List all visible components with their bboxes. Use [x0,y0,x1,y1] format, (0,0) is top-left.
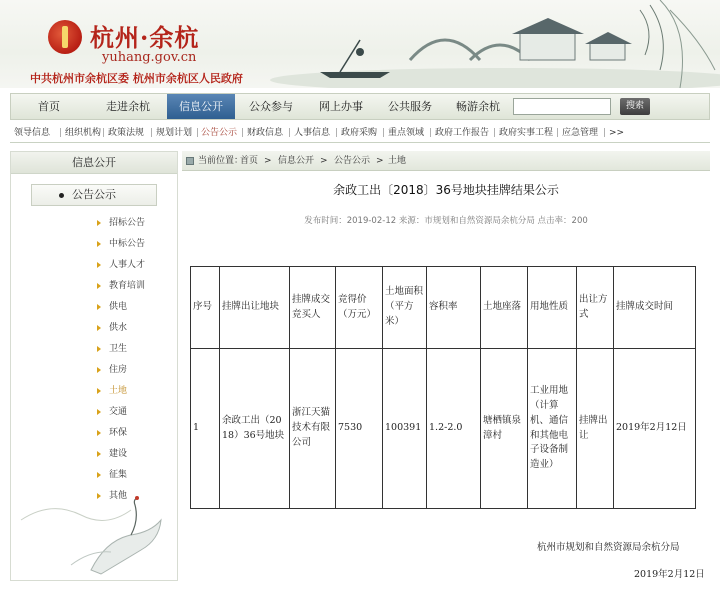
main-content [182,151,710,581]
sidebar-item-label: 招标公告 [109,218,146,228]
table-header-cell: 挂牌成交竞买人 [290,267,336,349]
table-header-cell: 出让方式 [577,267,614,349]
bullet-icon [59,193,64,198]
subnav-item[interactable]: 财政信息 [247,128,284,138]
banner-scenery-image [260,0,720,88]
arrow-right-icon [97,346,101,352]
subnav-item[interactable]: 应急管理 [562,128,599,138]
subnav-separator: | [603,128,607,138]
table-cell: 1.2-2.0 [427,349,481,509]
subnav-item[interactable]: 重点领域 [388,128,425,138]
crane-decoration-image [11,490,179,580]
sidebar-item-label: 供电 [109,302,128,312]
site-domain: yuhang.gov.cn [102,50,197,65]
arrow-right-icon [97,430,101,436]
breadcrumb-separator: > [376,156,384,166]
breadcrumb-item-home[interactable]: 首页 [240,156,259,166]
breadcrumb-separator: > [264,156,272,166]
table-cell: 7530 [336,349,383,509]
subnav-separator: | [241,128,245,138]
table-header-cell: 容积率 [427,267,481,349]
subnav-item[interactable]: 政府实事工程 [499,128,554,138]
breadcrumb-label: 当前位置： [198,156,244,166]
breadcrumb [182,151,710,171]
site-banner [0,0,720,88]
arrow-right-icon [97,304,101,310]
subnav-separator: | [382,128,386,138]
nav-public-participation[interactable]: 公众参与 [249,100,293,113]
subnav-item[interactable]: 政府工作报告 [435,128,490,138]
article-meta: 发布时间：2019-02-12 来源：市规划和自然资源局余杭分局 点击率：200 [304,216,588,226]
arrow-right-icon [97,472,101,478]
subnav-separator: | [102,128,106,138]
result-table [190,266,696,509]
subnav-separator: | [335,128,339,138]
sidebar-item-label: 教育培训 [109,281,146,291]
nav-public-services[interactable]: 公共服务 [388,100,432,113]
table-cell: 1 [191,349,220,509]
arrow-right-icon [97,220,101,226]
search-button[interactable]: 搜索 [620,98,650,115]
breadcrumb-item-land[interactable]: 土地 [388,156,407,166]
government-line: 中共杭州市余杭区委 杭州市余杭区人民政府 [30,72,243,85]
arrow-right-icon [97,451,101,457]
table-cell: 余政工出（2018）36号地块 [220,349,290,509]
signature-org: 杭州市规划和自然资源局余杭分局 [537,542,680,553]
subnav-item[interactable]: 政府采购 [341,128,378,138]
sidebar-item-label: 卫生 [109,344,128,354]
sidebar-item-label: 人事人才 [109,260,146,270]
sidebar-item-label: 交通 [109,407,128,417]
sidebar-title: 信息公开 [11,152,177,174]
table-header-cell: 竞得价（万元） [336,267,383,349]
sidebar-item-label: 供水 [109,323,128,333]
table-cell: 100391 [383,349,427,509]
subnav-item-active[interactable]: 公告公示 [201,128,238,138]
table-header-cell: 土地面积（平方米） [383,267,427,349]
table-cell: 浙江天猫技术有限公司 [290,349,336,509]
signature-date: 2019年2月12日 [634,569,705,580]
table-cell: 塘栖镇泉漳村 [481,349,528,509]
sidebar-item-label: 中标公告 [109,239,146,249]
sidebar-item-label: 环保 [109,428,128,438]
search-input[interactable] [513,98,611,115]
sidebar-item-label: 住房 [109,365,128,375]
table-header-cell: 用地性质 [528,267,577,349]
article-title: 余政工出〔2018〕36号地块挂牌结果公示 [333,183,559,197]
nav-about-yuhang[interactable]: 走进余杭 [106,100,150,113]
arrow-right-icon [97,325,101,331]
arrow-right-icon [97,241,101,247]
arrow-right-icon [97,367,101,373]
sidebar-section-label: 公告公示 [72,188,116,201]
subnav-separator: | [59,128,63,138]
breadcrumb-separator: > [320,156,328,166]
sidebar [10,151,178,581]
breadcrumb-item-info[interactable]: 信息公开 [278,156,315,166]
site-name: 杭州·余杭 [90,23,200,52]
sidebar-item-label: 土地 [109,386,128,396]
nav-travel[interactable]: 畅游余杭 [456,100,500,113]
subnav-more-link[interactable]: >> [609,128,625,138]
arrow-right-icon [97,262,101,268]
subnav-separator: | [556,128,560,138]
table-cell: 2019年2月12日 [614,349,696,509]
nav-info-disclosure[interactable]: 信息公开 [167,94,235,119]
table-header-cell: 土地座落 [481,267,528,349]
subnav-item[interactable]: 人事信息 [294,128,331,138]
subnav-separator: | [196,128,200,138]
subnav-item[interactable]: 组织机构 [65,128,102,138]
subnav-separator: | [429,128,433,138]
breadcrumb-item-announcements[interactable]: 公告公示 [334,156,371,166]
arrow-right-icon [97,409,101,415]
subnav-separator: | [493,128,497,138]
nav-online-services[interactable]: 网上办事 [319,100,363,113]
sidebar-section-announcements[interactable] [31,184,157,206]
subnav-item[interactable]: 规划计划 [156,128,193,138]
subnav-item[interactable]: 领导信息 [14,128,51,138]
sidebar-item-label: 其他 [109,491,128,501]
sub-nav [10,124,710,143]
table-cell: 工业用地（计算机、通信和其他电子设备制造业） [528,349,577,509]
main-nav [10,93,710,120]
arrow-right-icon [97,283,101,289]
nav-home[interactable]: 首页 [38,100,60,113]
site-logo-icon[interactable] [48,20,82,54]
sidebar-item-label: 征集 [109,470,128,480]
location-icon [186,157,194,165]
table-cell: 挂牌出让 [577,349,614,509]
table-header-cell: 序号 [191,267,220,349]
table-header-cell: 挂牌出让地块 [220,267,290,349]
subnav-item[interactable]: 政策法规 [108,128,145,138]
sidebar-item-label: 建设 [109,449,128,459]
arrow-right-icon [97,388,101,394]
table-header-row [191,267,696,349]
subnav-separator: | [150,128,154,138]
subnav-separator: | [288,128,292,138]
table-header-cell: 挂牌成交时间 [614,267,696,349]
table-row [191,349,696,509]
